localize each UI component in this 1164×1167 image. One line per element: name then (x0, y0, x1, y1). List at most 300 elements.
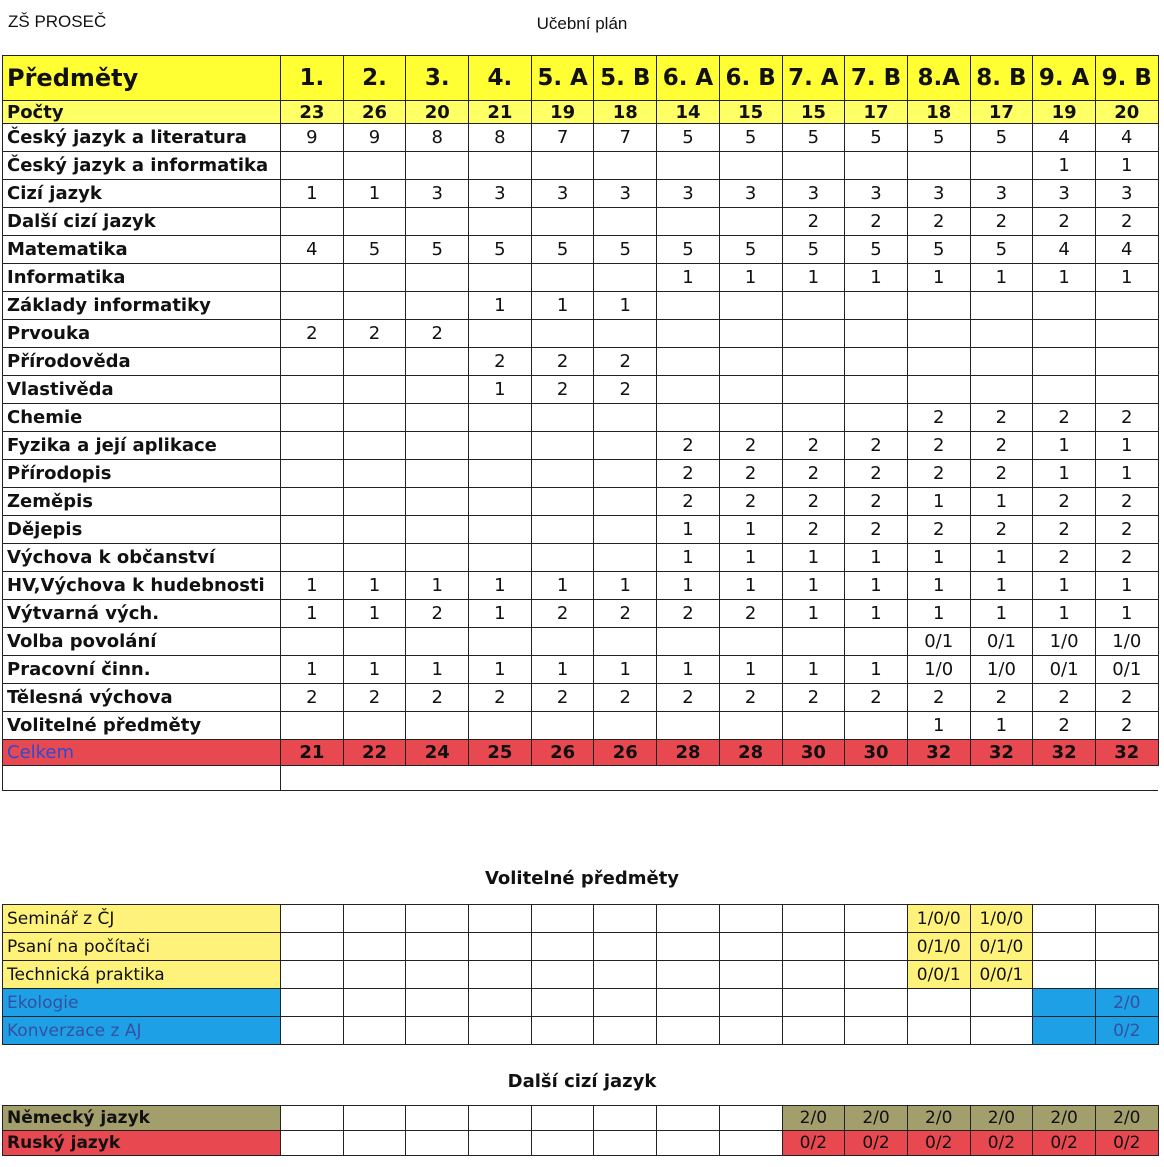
pocty-cell: 21 (469, 101, 532, 124)
language-cell (281, 1131, 344, 1156)
hours-cell: 1 (531, 656, 594, 684)
subject-label: Matematika (3, 236, 281, 264)
class-header: 9. A (1033, 56, 1096, 101)
hours-cell: 1 (531, 572, 594, 600)
hours-cell (406, 516, 469, 544)
language-cell (406, 1131, 469, 1156)
hours-cell (594, 712, 657, 740)
hours-cell: 2 (719, 600, 782, 628)
hours-cell (343, 544, 406, 572)
hours-cell (281, 292, 344, 320)
hours-cell (845, 404, 908, 432)
pocty-cell: 15 (719, 101, 782, 124)
elective-label: Ekologie (3, 989, 281, 1017)
hours-cell (970, 292, 1033, 320)
hours-cell (406, 460, 469, 488)
hours-cell: 1/0 (970, 656, 1033, 684)
hours-cell (845, 152, 908, 180)
hours-cell (406, 208, 469, 236)
hours-cell (1095, 320, 1158, 348)
total-cell: 28 (719, 740, 782, 766)
elective-cell (343, 989, 406, 1017)
subject-row (3, 264, 1159, 292)
subject-label: Český jazyk a informatika (3, 152, 281, 180)
hours-cell: 2 (657, 488, 720, 516)
total-cell: 28 (657, 740, 720, 766)
elective-cell (1033, 1017, 1096, 1045)
hours-cell (281, 208, 344, 236)
hours-cell: 1 (469, 600, 532, 628)
hours-cell: 2 (657, 432, 720, 460)
hours-cell (782, 712, 845, 740)
hours-cell: 4 (1033, 124, 1096, 152)
hours-cell: 2 (719, 488, 782, 516)
hours-cell: 1 (907, 488, 970, 516)
hours-cell: 5 (657, 124, 720, 152)
subject-label: Výtvarná vých. (3, 600, 281, 628)
hours-cell (343, 152, 406, 180)
hours-cell: 1 (1033, 600, 1096, 628)
elective-cell: 0/0/1 (970, 961, 1033, 989)
hours-cell: 2 (594, 348, 657, 376)
pocty-cell: 19 (531, 101, 594, 124)
hours-cell (907, 376, 970, 404)
hours-cell (1033, 320, 1096, 348)
subject-row (3, 152, 1159, 180)
hours-cell (970, 376, 1033, 404)
hours-cell (281, 432, 344, 460)
hours-cell: 1 (281, 600, 344, 628)
hours-cell: 1 (657, 544, 720, 572)
subject-row (3, 320, 1159, 348)
hours-cell: 2 (531, 348, 594, 376)
hours-cell: 0/1 (907, 628, 970, 656)
total-cell: 32 (907, 740, 970, 766)
subject-row (3, 712, 1159, 740)
pocty-label: Počty (3, 101, 281, 124)
hours-cell: 5 (907, 236, 970, 264)
elective-cell (845, 961, 908, 989)
pocty-cell: 20 (406, 101, 469, 124)
hours-cell: 1 (845, 572, 908, 600)
hours-cell: 2 (782, 432, 845, 460)
hours-cell: 2 (594, 684, 657, 712)
elective-cell (782, 961, 845, 989)
hours-cell: 1 (845, 600, 908, 628)
hours-cell: 2 (1095, 544, 1158, 572)
elective-cell (469, 961, 532, 989)
language-cell (719, 1106, 782, 1131)
blank-row (3, 766, 1159, 791)
hours-cell: 2 (845, 460, 908, 488)
elective-cell (719, 905, 782, 933)
subject-label: Základy informatiky (3, 292, 281, 320)
page-title: Učební plán (536, 14, 628, 33)
subject-label: Tělesná výchova (3, 684, 281, 712)
hours-cell: 1 (782, 264, 845, 292)
elective-cell: 0/1/0 (907, 933, 970, 961)
elective-cell (531, 905, 594, 933)
hours-cell: 3 (531, 180, 594, 208)
language-row (3, 1106, 1159, 1131)
hours-cell: 2 (845, 208, 908, 236)
hours-cell (469, 264, 532, 292)
hours-cell: 2 (907, 432, 970, 460)
hours-cell (469, 544, 532, 572)
hours-cell (531, 488, 594, 516)
elective-cell (907, 989, 970, 1017)
elective-cell: 1/0/0 (907, 905, 970, 933)
hours-cell: 1 (1095, 572, 1158, 600)
hours-cell: 1 (1095, 432, 1158, 460)
elective-cell (594, 1017, 657, 1045)
language-cell (594, 1131, 657, 1156)
hours-cell (343, 516, 406, 544)
elective-cell (782, 905, 845, 933)
subject-label: Cizí jazyk (3, 180, 281, 208)
hours-cell (469, 460, 532, 488)
hours-cell (281, 348, 344, 376)
hours-cell (594, 152, 657, 180)
hours-cell: 1 (657, 264, 720, 292)
hours-cell: 2 (406, 600, 469, 628)
hours-cell (594, 628, 657, 656)
hours-cell: 2 (1033, 488, 1096, 516)
total-label: Celkem (3, 740, 281, 766)
hours-cell (845, 712, 908, 740)
hours-cell (657, 712, 720, 740)
pocty-cell: 18 (594, 101, 657, 124)
subject-row (3, 656, 1159, 684)
hours-cell: 1 (970, 600, 1033, 628)
hours-cell (970, 320, 1033, 348)
hours-cell (657, 292, 720, 320)
hours-cell: 1 (1033, 460, 1096, 488)
hours-cell (406, 376, 469, 404)
hours-cell (845, 348, 908, 376)
hours-cell (281, 628, 344, 656)
language-cell: 2/0 (1095, 1106, 1158, 1131)
hours-cell (531, 152, 594, 180)
total-cell: 30 (845, 740, 908, 766)
hours-cell (657, 376, 720, 404)
hours-cell: 1 (281, 656, 344, 684)
hours-cell (469, 432, 532, 460)
hours-cell: 3 (845, 180, 908, 208)
elective-cell (845, 989, 908, 1017)
elective-cell (907, 1017, 970, 1045)
hours-cell: 1 (907, 712, 970, 740)
language-cell (657, 1131, 720, 1156)
hours-cell: 1 (970, 544, 1033, 572)
hours-cell (845, 292, 908, 320)
hours-cell: 1 (1033, 264, 1096, 292)
subject-label: Přírodověda (3, 348, 281, 376)
subject-row (3, 544, 1159, 572)
elective-cell (657, 1017, 720, 1045)
hours-cell: 8 (469, 124, 532, 152)
hours-cell (657, 320, 720, 348)
electives-table (2, 904, 1159, 1045)
hours-cell: 7 (531, 124, 594, 152)
language-cell: 0/2 (782, 1131, 845, 1156)
elective-cell (531, 1017, 594, 1045)
language-cell: 2/0 (1033, 1106, 1096, 1131)
language-cell (343, 1106, 406, 1131)
language-cell (343, 1131, 406, 1156)
hours-cell: 1 (531, 292, 594, 320)
hours-cell (657, 404, 720, 432)
total-cell: 32 (1033, 740, 1096, 766)
hours-cell (281, 264, 344, 292)
hours-cell: 2 (782, 208, 845, 236)
hours-cell: 1 (657, 572, 720, 600)
subject-row (3, 292, 1159, 320)
hours-cell: 1/0 (907, 656, 970, 684)
hours-cell: 3 (1033, 180, 1096, 208)
elective-cell (281, 933, 344, 961)
hours-cell: 5 (970, 236, 1033, 264)
elective-cell (1033, 905, 1096, 933)
hours-cell (343, 460, 406, 488)
hours-cell (657, 152, 720, 180)
language-cell (406, 1106, 469, 1131)
language-label: Ruský jazyk (3, 1131, 281, 1156)
hours-cell (406, 264, 469, 292)
class-header: 1. (281, 56, 344, 101)
hours-cell (531, 208, 594, 236)
hours-cell: 2 (970, 684, 1033, 712)
elective-cell: 1/0/0 (970, 905, 1033, 933)
subject-row (3, 572, 1159, 600)
language-cell (469, 1131, 532, 1156)
hours-cell: 1 (845, 544, 908, 572)
language-cell: 2/0 (782, 1106, 845, 1131)
total-cell: 30 (782, 740, 845, 766)
class-header: 6. B (719, 56, 782, 101)
elective-row (3, 989, 1159, 1017)
hours-cell (469, 488, 532, 516)
total-cell: 32 (1095, 740, 1158, 766)
elective-cell (343, 905, 406, 933)
hours-cell (594, 320, 657, 348)
language-row (3, 1131, 1159, 1156)
subject-label: HV,Výchova k hudebnosti (3, 572, 281, 600)
hours-cell: 5 (657, 236, 720, 264)
hours-cell: 3 (1095, 180, 1158, 208)
hours-cell: 4 (1095, 236, 1158, 264)
hours-cell: 2 (970, 208, 1033, 236)
class-header: 8. B (970, 56, 1033, 101)
hours-cell: 2 (845, 684, 908, 712)
hours-cell (1033, 348, 1096, 376)
hours-cell (719, 348, 782, 376)
hours-cell: 3 (406, 180, 469, 208)
subject-row (3, 180, 1159, 208)
hours-cell: 2 (469, 684, 532, 712)
elective-cell (406, 989, 469, 1017)
language-cell: 0/2 (1033, 1131, 1096, 1156)
hours-cell (594, 488, 657, 516)
hours-cell: 1 (343, 600, 406, 628)
elective-cell (531, 989, 594, 1017)
hours-cell (1095, 348, 1158, 376)
hours-cell (406, 404, 469, 432)
subject-label: Vlastivěda (3, 376, 281, 404)
hours-cell (406, 488, 469, 516)
hours-cell (1033, 292, 1096, 320)
hours-cell: 5 (782, 236, 845, 264)
elective-cell (343, 1017, 406, 1045)
hours-cell: 1 (1095, 600, 1158, 628)
elective-cell: 2/0 (1095, 989, 1158, 1017)
hours-cell (281, 404, 344, 432)
hours-cell: 2 (970, 460, 1033, 488)
electives-title: Volitelné předměty (484, 868, 680, 889)
hours-cell (531, 516, 594, 544)
hours-cell (719, 404, 782, 432)
hours-cell (406, 292, 469, 320)
hours-cell: 1 (845, 264, 908, 292)
elective-cell (1033, 961, 1096, 989)
hours-cell: 2 (281, 684, 344, 712)
hours-cell: 2 (594, 600, 657, 628)
hours-cell: 1 (907, 600, 970, 628)
hours-cell: 3 (719, 180, 782, 208)
hours-cell (343, 292, 406, 320)
language-cell (657, 1106, 720, 1131)
hours-cell (719, 376, 782, 404)
hours-cell: 1 (1033, 572, 1096, 600)
hours-cell (531, 712, 594, 740)
hours-cell: 1/0 (1095, 628, 1158, 656)
elective-cell (782, 933, 845, 961)
hours-cell (343, 628, 406, 656)
hours-cell (594, 516, 657, 544)
class-header: 3. (406, 56, 469, 101)
language-cell: 2/0 (845, 1106, 908, 1131)
hours-cell (531, 404, 594, 432)
hours-cell (469, 628, 532, 656)
hours-cell: 2 (970, 404, 1033, 432)
hours-cell (657, 208, 720, 236)
hours-cell: 3 (657, 180, 720, 208)
hours-cell: 2 (594, 376, 657, 404)
second-language-title: Další cizí jazyk (507, 1071, 657, 1092)
total-cell: 25 (469, 740, 532, 766)
hours-cell: 9 (343, 124, 406, 152)
elective-cell (657, 989, 720, 1017)
hours-cell: 1 (1095, 460, 1158, 488)
elective-cell (970, 1017, 1033, 1045)
elective-cell (343, 961, 406, 989)
pocty-cell: 14 (657, 101, 720, 124)
blank-cell (3, 766, 281, 791)
elective-cell (531, 961, 594, 989)
class-header: 7. A (782, 56, 845, 101)
elective-cell (1095, 905, 1158, 933)
pocty-cell: 15 (782, 101, 845, 124)
elective-cell (406, 1017, 469, 1045)
hours-cell (343, 348, 406, 376)
curriculum-table (2, 55, 1159, 791)
elective-cell (469, 989, 532, 1017)
elective-cell (719, 961, 782, 989)
elective-cell (719, 1017, 782, 1045)
hours-cell (657, 348, 720, 376)
hours-cell: 2 (719, 460, 782, 488)
hours-cell (281, 460, 344, 488)
hours-cell: 2 (719, 684, 782, 712)
language-cell: 0/2 (970, 1131, 1033, 1156)
hours-cell: 2 (1095, 404, 1158, 432)
subject-label: Výchova k občanství (3, 544, 281, 572)
hours-cell (406, 544, 469, 572)
hours-cell: 5 (469, 236, 532, 264)
subject-row (3, 404, 1159, 432)
hours-cell (281, 152, 344, 180)
elective-cell (845, 1017, 908, 1045)
hours-cell (281, 376, 344, 404)
hours-cell (594, 432, 657, 460)
hours-cell (719, 208, 782, 236)
subject-row (3, 516, 1159, 544)
class-header: 8.A (907, 56, 970, 101)
hours-cell: 1 (970, 264, 1033, 292)
hours-cell: 1 (469, 292, 532, 320)
hours-cell: 1 (594, 656, 657, 684)
hours-cell: 2 (1033, 516, 1096, 544)
subject-row (3, 208, 1159, 236)
language-label: Německý jazyk (3, 1106, 281, 1131)
subject-label: Chemie (3, 404, 281, 432)
blank-cell (281, 766, 1159, 791)
elective-cell (970, 989, 1033, 1017)
hours-cell (343, 712, 406, 740)
hours-cell (531, 264, 594, 292)
hours-cell: 1 (970, 572, 1033, 600)
hours-cell (719, 712, 782, 740)
hours-cell (907, 152, 970, 180)
hours-cell: 3 (594, 180, 657, 208)
hours-cell: 2 (782, 460, 845, 488)
hours-cell: 1 (281, 180, 344, 208)
subject-row (3, 432, 1159, 460)
elective-cell (1095, 933, 1158, 961)
hours-cell (343, 404, 406, 432)
hours-cell: 1 (782, 656, 845, 684)
hours-cell: 2 (657, 600, 720, 628)
hours-cell: 5 (343, 236, 406, 264)
hours-cell: 1 (594, 292, 657, 320)
subject-row (3, 684, 1159, 712)
hours-cell: 5 (782, 124, 845, 152)
hours-cell: 5 (594, 236, 657, 264)
class-header: 5. B (594, 56, 657, 101)
hours-cell (1095, 376, 1158, 404)
elective-cell (594, 989, 657, 1017)
hours-cell: 1 (719, 264, 782, 292)
subject-label: Volitelné předměty (3, 712, 281, 740)
pocty-cell: 19 (1033, 101, 1096, 124)
header-row (3, 56, 1159, 101)
total-cell: 22 (343, 740, 406, 766)
hours-cell: 3 (469, 180, 532, 208)
hours-cell: 2 (907, 516, 970, 544)
hours-cell: 2 (1033, 404, 1096, 432)
hours-cell: 1 (281, 572, 344, 600)
pocty-cell: 26 (343, 101, 406, 124)
